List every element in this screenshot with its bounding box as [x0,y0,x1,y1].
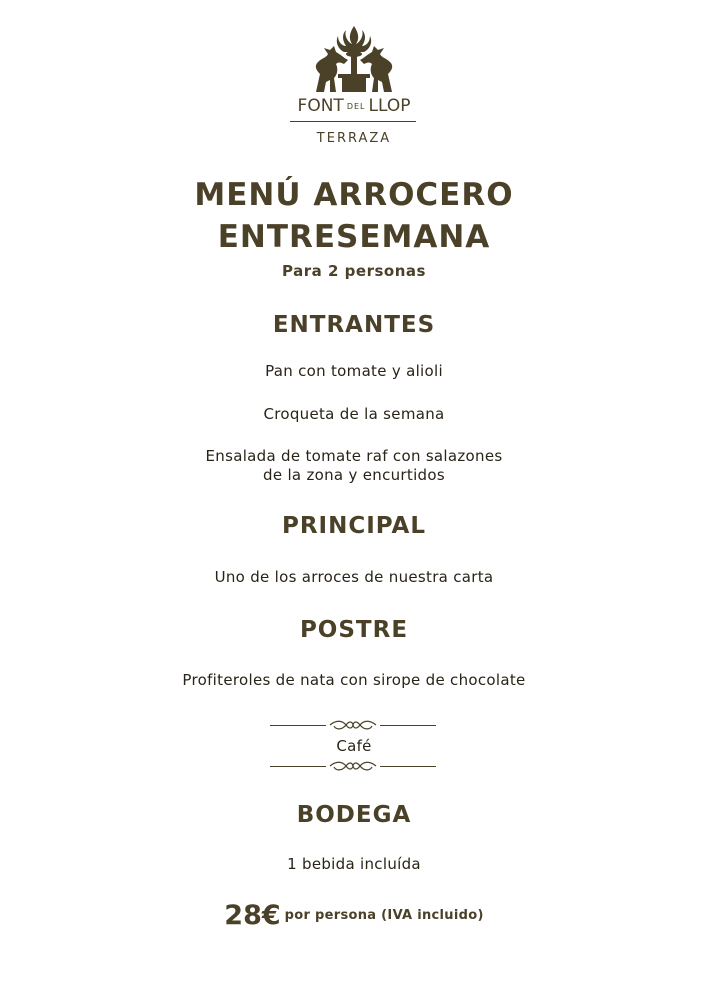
brand-name [0,96,708,116]
menu-item: Croqueta de la semana [263,405,445,423]
menu-item: Uno de los arroces de nuestra carta [214,568,494,586]
brand-name-right: LLOP [368,96,411,116]
brand-name-mid: DEL [346,101,366,111]
menu-item: Pan con tomate y alioli [265,362,443,380]
brand-name-left: FONT [297,96,344,116]
price-amount: 28€ [224,900,281,931]
section-heading-bodega: BODEGA [296,802,412,828]
menu-item: 1 bebida incluída [287,855,421,873]
price-note: por persona (IVA incluido) [284,908,484,923]
scroll-ornament-icon [328,718,378,732]
brand-rule [290,121,416,122]
menu-item: de la zona y encurtidos [263,466,445,484]
logo [0,22,708,94]
cafe-label: Café [336,737,372,755]
wolves-emblem-icon [308,22,400,94]
section-heading-postre: POSTRE [299,617,409,643]
menu-title-line1: MENÚ ARROCERO [194,177,514,213]
scroll-ornament-icon [328,759,378,773]
brand-subtitle: TERRAZA [316,131,392,146]
menu-subtitle: Para 2 personas [282,262,426,280]
ornament-divider-bottom [270,759,436,773]
menu-item: Ensalada de tomate raf con salazones [205,447,503,465]
menu-item: Profiteroles de nata con sirope de chocolate [182,671,526,689]
price-line [0,900,708,931]
section-heading-entrantes: ENTRANTES [272,312,436,338]
menu-title-line2: ENTRESEMANA [217,219,491,255]
ornament-divider-top [270,718,436,732]
section-heading-principal: PRINCIPAL [281,513,426,539]
